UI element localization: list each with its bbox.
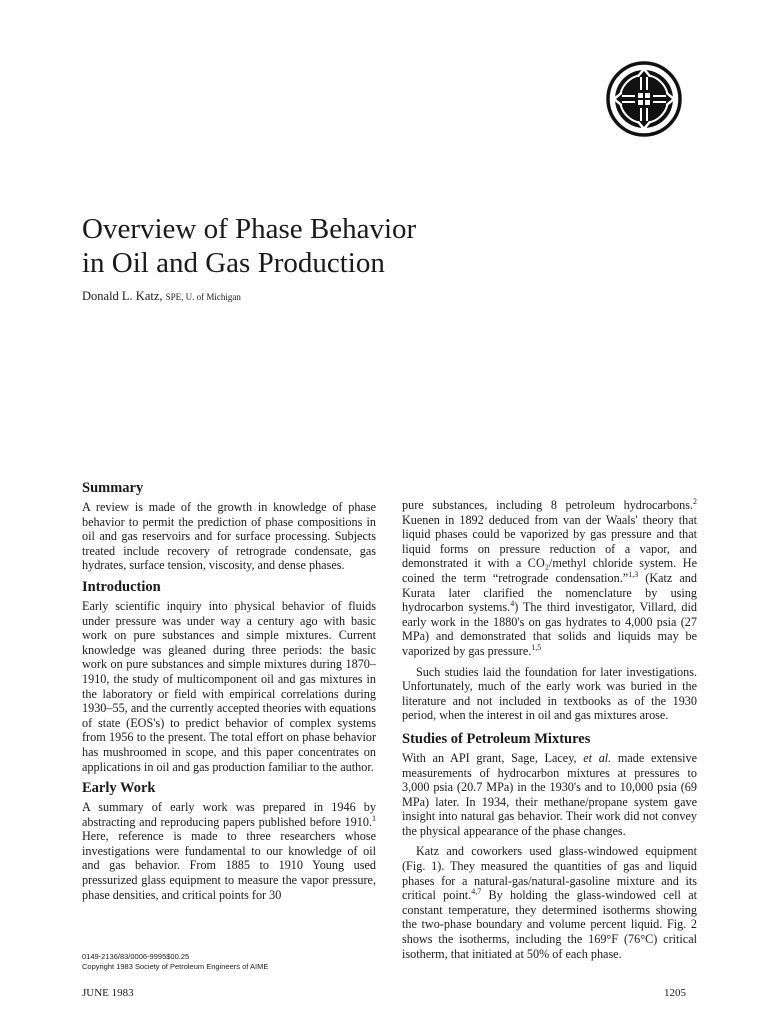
author-name: Donald L. Katz, [82,289,163,303]
pm2-text-a: Katz and coworkers used glass-windowed equipment (Fig. 1). They measured the quantities of gas and liquid phases for a natural-gas/natural-gasoline mixture and its critical point. [402,844,697,903]
reference-marker: 1,5 [531,642,542,652]
continued-text-b: Kuenen in 1892 deduced from van der Waals' theory that liquid phases could be vaporized by gas pressure and that liquid forms on pressure reduction of a vapor, and demonstrated it with a CO₂/methyl chloride system. He coined the term “retrograde condensation.” [402,512,697,585]
introduction-heading: Introduction [82,578,161,595]
petroleum-mixtures-heading: Studies of Petroleum Mixtures [402,730,591,747]
early-work-text-a: A summary of early work was prepared in 1946 by abstracting and reproducing papers published before 1910. [82,800,376,829]
early-work-text [82,800,376,902]
left-column [82,480,376,908]
petroleum-mixtures-paragraph-2 [402,844,697,961]
petroleum-mixtures-paragraph-1 [402,751,697,839]
article-title [82,212,502,280]
spe-logo-icon [605,60,683,138]
early-work-text-b: Here, reference is made to three researchers whose investigations were fundamental to our knowledge of oil and gas behavior. From 1885 to 1910 Young used pressurized glass equipment to measure the vapor pressure, phase densities, and critical points for 30 [82,829,376,902]
introduction-text: Early scientific inquiry into physical behavior of fluids under pressure was under way a century ago with basic work on pure substances and simple mixtures. Current knowledge was gleaned during three periods: the basic work on pure substances and simple mixtures during 1870–1910, the study of multicomponent oil and gas mixtures in the laboratory or field with empirical correlations during 1930–55, and the currently accepted theories with equations of state (EOS's) to predict behavior of complex systems from 1956 to the present. The total effort on phase behavior has mushroomed in scope, and this paper concentrates on applications in oil and gas production familiar to the author. [82,598,376,774]
pm-text-a: With an API grant, Sage, Lacey, [402,750,584,765]
reference-marker: 4,7 [471,887,482,897]
page-number: 1205 [664,987,686,999]
footer-date: JUNE 1983 [82,987,134,999]
reference-marker: 1 [372,813,376,823]
pm2-text-b: By holding the glass-windowed cell at constant temperature, they determined isotherms showing the two-phase boundary and volume percent liquid. Fig. 2 shows the isotherms, including the 169°F (76°C) critical isotherm, that initiated at 50% of each phase. [402,888,697,961]
summary-heading: Summary [82,480,144,496]
continued-text-d: ) The third investigator, Villard, did early work in the 1880's on gas hydrates to 4,000 psia (27 MPa) and demonstrated that solids and liquids may be vaporized by gas pressure. [402,600,697,658]
pm-text-b: made extensive measurements of hydrocarbon mixtures at pressures to 3,000 psia (20.7 MPa) in the 1930's and to 10,000 psia (69 MPa) later. In 1934, their methane/propane system gave insight into natural gas behavior. Their work did not convey the physical appearance of the phase changes. [402,750,697,838]
title-line-1: Overview of Phase Behavior [82,213,417,245]
title-line-2: in Oil and Gas Production [82,247,385,279]
reference-marker: 1,3 [628,569,639,579]
foundation-paragraph: Such studies laid the foundation for later investigations. Unfortunately, much of the early work was buried in the literature and not included in textbooks as of the 1930 period, when the interest in oil and gas mixtures arose. [402,664,697,723]
continued-text-c: (Katz and Kurata later clarified the nomenclature by using hydrocarbon systems. [402,570,697,615]
summary-text: A review is made of the growth in knowledge of phase behavior to permit the prediction of phase compositions in oil and gas reservoirs and for surface processing. Subjects treated include recovery of retrograde condensate, gas hydrates, surface tension, viscosity, and dense phases. [82,500,376,573]
early-work-heading: Early Work [82,780,156,797]
right-column [402,498,697,967]
author-affiliation: SPE, U. of Michigan [165,292,241,302]
copyright-line: Copyright 1983 Society of Petroleum Engineers of AIME [82,962,269,971]
copyright-notice [82,952,268,972]
continued-text-a: pure substances, including 8 petroleum hydrocarbons. [402,498,693,512]
byline [82,289,241,304]
copyright-code: 0149-2136/83/0006-9995$00.25 [82,952,190,961]
continued-paragraph [402,498,697,659]
pm-text-em: et al. [583,750,612,765]
reference-marker: 2 [693,496,697,506]
reference-marker: 4 [510,599,515,609]
